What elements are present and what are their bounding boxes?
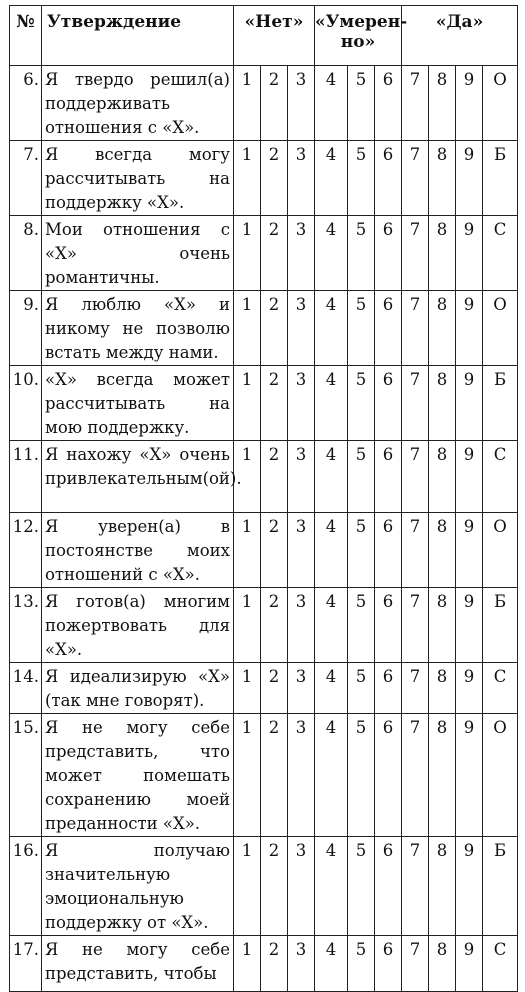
row-number: 9. [10,291,42,366]
header-row [10,6,518,66]
score-option-7[interactable]: 7 [402,141,429,216]
score-option-9[interactable]: 9 [456,291,483,366]
statement-text: Мои отношения с «Х» очень романтичны. [42,216,234,291]
score-option-3[interactable]: 3 [288,216,315,291]
row-number: 11. [10,441,42,513]
score-option-1[interactable]: 1 [234,66,261,141]
row-number: 6. [10,66,42,141]
table-row [10,936,518,992]
score-option-5[interactable]: 5 [348,216,375,291]
score-option-5[interactable]: 5 [348,291,375,366]
score-option-7[interactable]: 7 [402,837,429,936]
statement-text: Я не могу себе представить, чтобы [42,936,234,992]
score-option-8[interactable]: 8 [429,141,456,216]
score-option-5[interactable]: 5 [348,663,375,714]
scale-code: С [483,936,518,992]
score-option-5[interactable]: 5 [348,513,375,588]
score-option-2[interactable]: 2 [261,291,288,366]
score-option-9[interactable]: 9 [456,366,483,441]
score-option-1[interactable]: 1 [234,141,261,216]
score-option-6[interactable]: 6 [375,441,402,513]
score-option-7[interactable]: 7 [402,588,429,663]
score-option-2[interactable]: 2 [261,588,288,663]
score-option-2[interactable]: 2 [261,936,288,992]
score-option-9[interactable]: 9 [456,936,483,992]
score-option-4[interactable]: 4 [315,216,348,291]
scale-code: С [483,216,518,291]
score-option-4[interactable]: 4 [315,714,348,837]
score-option-6[interactable]: 6 [375,141,402,216]
score-option-4[interactable]: 4 [315,936,348,992]
score-option-6[interactable]: 6 [375,291,402,366]
score-option-1[interactable]: 1 [234,837,261,936]
score-option-3[interactable]: 3 [288,66,315,141]
row-number: 14. [10,663,42,714]
score-option-5[interactable]: 5 [348,66,375,141]
score-option-6[interactable]: 6 [375,216,402,291]
statement-text: Я готов(а) многим пожертвовать для «Х». [42,588,234,663]
score-option-7[interactable]: 7 [402,441,429,513]
score-option-4[interactable]: 4 [315,141,348,216]
score-option-2[interactable]: 2 [261,663,288,714]
row-number: 16. [10,837,42,936]
row-number: 17. [10,936,42,992]
score-option-6[interactable]: 6 [375,366,402,441]
score-option-5[interactable]: 5 [348,366,375,441]
score-option-9[interactable]: 9 [456,663,483,714]
score-option-5[interactable]: 5 [348,141,375,216]
scale-code: О [483,66,518,141]
score-option-3[interactable]: 3 [288,291,315,366]
scale-code: О [483,513,518,588]
score-option-4[interactable]: 4 [315,441,348,513]
score-option-3[interactable]: 3 [288,513,315,588]
table-row [10,141,518,216]
scale-code: С [483,663,518,714]
score-option-8[interactable]: 8 [429,588,456,663]
score-option-5[interactable]: 5 [348,837,375,936]
score-option-6[interactable]: 6 [375,714,402,837]
header-no: «Нет» [234,6,315,66]
score-option-4[interactable]: 4 [315,366,348,441]
table-row [10,837,518,936]
score-option-6[interactable]: 6 [375,663,402,714]
statement-text: Я всегда могу рассчитывать на поддержку «Х». [42,141,234,216]
score-option-7[interactable]: 7 [402,663,429,714]
table-row [10,663,518,714]
score-option-8[interactable]: 8 [429,663,456,714]
score-option-7[interactable]: 7 [402,714,429,837]
statement-text: Я получаю значительную эмоциональную поддержку от «Х». [42,837,234,936]
table-row [10,291,518,366]
table-row [10,441,518,513]
score-option-6[interactable]: 6 [375,936,402,992]
row-number: 13. [10,588,42,663]
score-option-1[interactable]: 1 [234,936,261,992]
scale-code: О [483,291,518,366]
score-option-7[interactable]: 7 [402,366,429,441]
scale-code: С [483,441,518,513]
table-row [10,588,518,663]
score-option-5[interactable]: 5 [348,441,375,513]
score-option-7[interactable]: 7 [402,513,429,588]
score-option-8[interactable]: 8 [429,366,456,441]
scale-code: Б [483,141,518,216]
score-option-8[interactable]: 8 [429,66,456,141]
score-option-2[interactable]: 2 [261,66,288,141]
score-option-9[interactable]: 9 [456,837,483,936]
score-option-3[interactable]: 3 [288,441,315,513]
score-option-8[interactable]: 8 [429,513,456,588]
score-option-4[interactable]: 4 [315,588,348,663]
score-option-8[interactable]: 8 [429,291,456,366]
score-option-1[interactable]: 1 [234,663,261,714]
score-option-2[interactable]: 2 [261,513,288,588]
score-option-4[interactable]: 4 [315,837,348,936]
score-option-1[interactable]: 1 [234,441,261,513]
scale-code: Б [483,837,518,936]
header-number: № [10,6,42,66]
score-option-8[interactable]: 8 [429,837,456,936]
score-option-1[interactable]: 1 [234,216,261,291]
statement-text: Я уверен(а) в постоянстве моих отношений с «Х». [42,513,234,588]
score-option-5[interactable]: 5 [348,588,375,663]
score-option-1[interactable]: 1 [234,588,261,663]
score-option-2[interactable]: 2 [261,441,288,513]
score-option-7[interactable]: 7 [402,216,429,291]
scale-code: О [483,714,518,837]
score-option-8[interactable]: 8 [429,441,456,513]
score-option-7[interactable]: 7 [402,936,429,992]
row-number: 12. [10,513,42,588]
score-option-9[interactable]: 9 [456,513,483,588]
statement-text: Я люблю «Х» и никому не позволю встать между нами. [42,291,234,366]
statement-text: «Х» всегда может рассчитывать на мою поддержку. [42,366,234,441]
score-option-5[interactable]: 5 [348,936,375,992]
row-number: 7. [10,141,42,216]
score-option-8[interactable]: 8 [429,216,456,291]
score-option-6[interactable]: 6 [375,66,402,141]
score-option-3[interactable]: 3 [288,141,315,216]
score-option-6[interactable]: 6 [375,837,402,936]
score-option-3[interactable]: 3 [288,714,315,837]
score-option-2[interactable]: 2 [261,141,288,216]
score-option-9[interactable]: 9 [456,714,483,837]
score-option-9[interactable]: 9 [456,588,483,663]
header-statement: Утверждение [42,6,234,66]
statement-rows [10,66,518,992]
score-option-7[interactable]: 7 [402,291,429,366]
score-option-4[interactable]: 4 [315,513,348,588]
row-number: 8. [10,216,42,291]
score-option-1[interactable]: 1 [234,291,261,366]
score-option-4[interactable]: 4 [315,663,348,714]
scale-code: Б [483,366,518,441]
score-option-1[interactable]: 1 [234,366,261,441]
score-option-8[interactable]: 8 [429,714,456,837]
questionnaire-table [9,5,518,992]
header-moderate: «Умеренно» [315,6,402,66]
score-option-4[interactable]: 4 [315,66,348,141]
score-option-3[interactable]: 3 [288,837,315,936]
score-option-3[interactable]: 3 [288,366,315,441]
table-row [10,216,518,291]
statement-text: Я нахожу «Х» очень привлекательным(ой). [42,441,234,513]
score-option-1[interactable]: 1 [234,714,261,837]
score-option-3[interactable]: 3 [288,588,315,663]
table-row [10,513,518,588]
score-option-2[interactable]: 2 [261,216,288,291]
table-row [10,66,518,141]
row-number: 15. [10,714,42,837]
score-option-2[interactable]: 2 [261,366,288,441]
score-option-9[interactable]: 9 [456,441,483,513]
score-option-9[interactable]: 9 [456,66,483,141]
statement-text: Я не могу себе представить, что может помешать сохранению моей преданности «Х». [42,714,234,837]
score-option-1[interactable]: 1 [234,513,261,588]
score-option-6[interactable]: 6 [375,513,402,588]
score-option-5[interactable]: 5 [348,714,375,837]
table-row [10,714,518,837]
score-option-2[interactable]: 2 [261,714,288,837]
score-option-6[interactable]: 6 [375,588,402,663]
row-number: 10. [10,366,42,441]
header-yes: «Да» [402,6,518,66]
score-option-9[interactable]: 9 [456,216,483,291]
score-option-7[interactable]: 7 [402,66,429,141]
score-option-4[interactable]: 4 [315,291,348,366]
scale-code: Б [483,588,518,663]
score-option-8[interactable]: 8 [429,936,456,992]
statement-text: Я идеализирую «Х» (так мне говорят). [42,663,234,714]
score-option-3[interactable]: 3 [288,663,315,714]
statement-text: Я твердо решил(а) поддерживать отношения с «Х». [42,66,234,141]
score-option-9[interactable]: 9 [456,141,483,216]
table-row [10,366,518,441]
score-option-2[interactable]: 2 [261,837,288,936]
score-option-3[interactable]: 3 [288,936,315,992]
